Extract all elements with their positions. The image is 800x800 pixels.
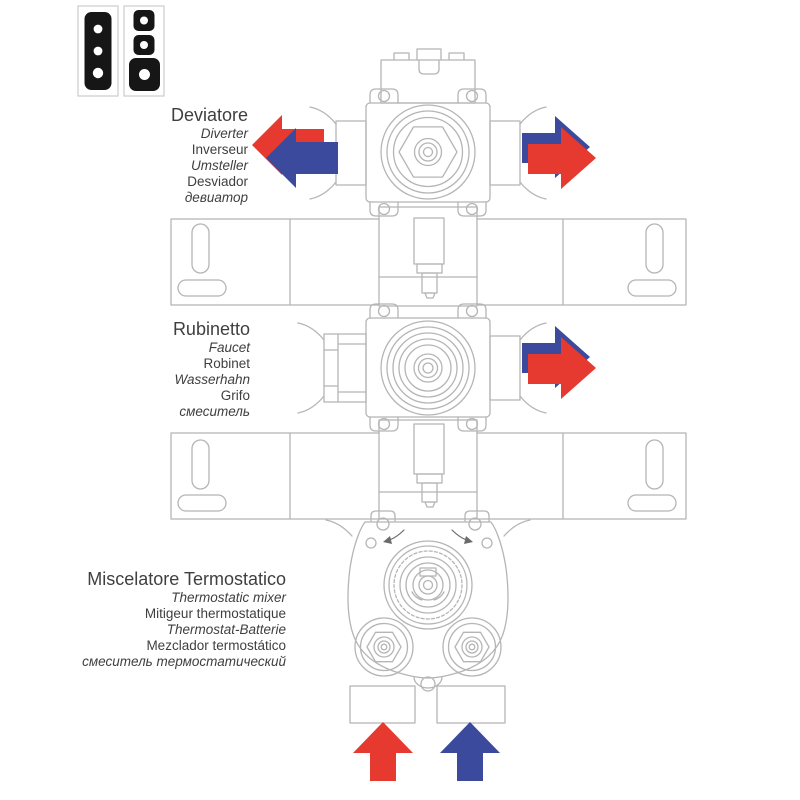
pipe xyxy=(414,218,444,264)
label-line: Diverter xyxy=(200,126,248,141)
vertical-slot xyxy=(192,440,209,489)
faceplate-3-window-icon xyxy=(124,6,164,96)
hot-inlet-port xyxy=(350,686,415,723)
faucet-outlet-arrow xyxy=(522,326,596,399)
hole xyxy=(140,41,148,49)
hole xyxy=(139,69,150,80)
screw-hole xyxy=(366,538,376,548)
connector-body xyxy=(379,207,477,306)
screw-hole xyxy=(379,204,390,215)
screw-pointer-arrow xyxy=(452,530,467,540)
label-line: Wasserhahn xyxy=(174,372,250,387)
mounting-bracket-upper xyxy=(171,219,686,305)
label-line: Rubinetto xyxy=(172,319,250,339)
label-line: Thermostat-Batterie xyxy=(166,622,286,637)
horizontal-slot xyxy=(628,280,676,296)
screw-hole xyxy=(421,677,435,691)
label-line: Deviatore xyxy=(170,105,248,125)
diverter-outlet-right-arrow xyxy=(522,116,596,189)
screw-hole xyxy=(379,91,390,102)
diverter-valve-drawing xyxy=(310,49,546,216)
arrowhead xyxy=(464,536,473,544)
hex-nuts xyxy=(394,49,464,60)
left-port xyxy=(336,121,366,185)
hole xyxy=(94,47,103,56)
label-line: Thermostatic mixer xyxy=(171,590,286,605)
hex-nut xyxy=(399,127,457,177)
label-line: Umsteller xyxy=(190,158,248,173)
horizontal-slot xyxy=(628,495,676,511)
diverter-outlet-left-arrow xyxy=(252,115,338,188)
screw-hole xyxy=(379,306,390,317)
horizontal-slot xyxy=(178,280,226,296)
mixer-label xyxy=(16,568,286,670)
thermostatic-mixer-drawing xyxy=(326,511,530,723)
screw-hole xyxy=(469,518,481,530)
horizontal-slot xyxy=(178,495,226,511)
right-port xyxy=(490,121,520,185)
label-line: смеситель xyxy=(179,404,250,419)
right-port xyxy=(490,336,520,400)
faucet-valve-drawing xyxy=(298,304,546,431)
connector-body xyxy=(379,420,477,519)
gear-ring xyxy=(394,551,462,619)
label-line: Inverseur xyxy=(191,142,248,157)
label-line: девиатор xyxy=(184,190,248,205)
label-line: Robinet xyxy=(203,356,250,371)
pipe xyxy=(414,424,444,474)
hot-water-inlet-arrow xyxy=(353,722,413,781)
arrowhead xyxy=(383,536,392,544)
hole xyxy=(94,25,103,34)
faucet-label xyxy=(20,318,250,420)
hole xyxy=(140,17,148,25)
connector-upper xyxy=(379,207,477,306)
screw-hole xyxy=(467,204,478,215)
label-line: Grifo xyxy=(220,388,250,403)
hole xyxy=(93,68,103,78)
screw-hole xyxy=(467,306,478,317)
top-cap xyxy=(381,60,475,103)
label-line: Mezclador termostático xyxy=(146,638,286,653)
cold-inlet-port xyxy=(437,686,505,723)
screw-hole xyxy=(377,518,389,530)
bolt-tip-and-seam xyxy=(379,492,477,507)
screw-pointer-arrow xyxy=(389,530,404,540)
bracket-outline xyxy=(171,433,686,519)
label-line: Desviador xyxy=(187,174,248,189)
screw-hole xyxy=(482,538,492,548)
bolt-tip-and-seam xyxy=(379,277,477,298)
label-line: Mitigeur thermostatique xyxy=(144,606,286,621)
hex-fitting-facets xyxy=(324,334,366,402)
vertical-slot xyxy=(646,224,663,273)
vertical-slot xyxy=(192,224,209,273)
cold-water-inlet-arrow xyxy=(440,722,500,781)
mounting-bracket-lower xyxy=(171,433,686,519)
label-line: смеситель термостатический xyxy=(82,654,286,669)
connector-lower xyxy=(379,420,477,519)
faceplate-3-hole-icon xyxy=(78,6,118,96)
label-line: Miscelatore Termostatico xyxy=(87,569,286,589)
diverter-label xyxy=(18,104,248,206)
screw-hole xyxy=(467,91,478,102)
key-notch xyxy=(420,568,436,576)
vertical-slot xyxy=(646,440,663,489)
cap-tab xyxy=(419,60,439,74)
label-line: Faucet xyxy=(208,340,250,355)
bracket-outline xyxy=(171,219,686,305)
